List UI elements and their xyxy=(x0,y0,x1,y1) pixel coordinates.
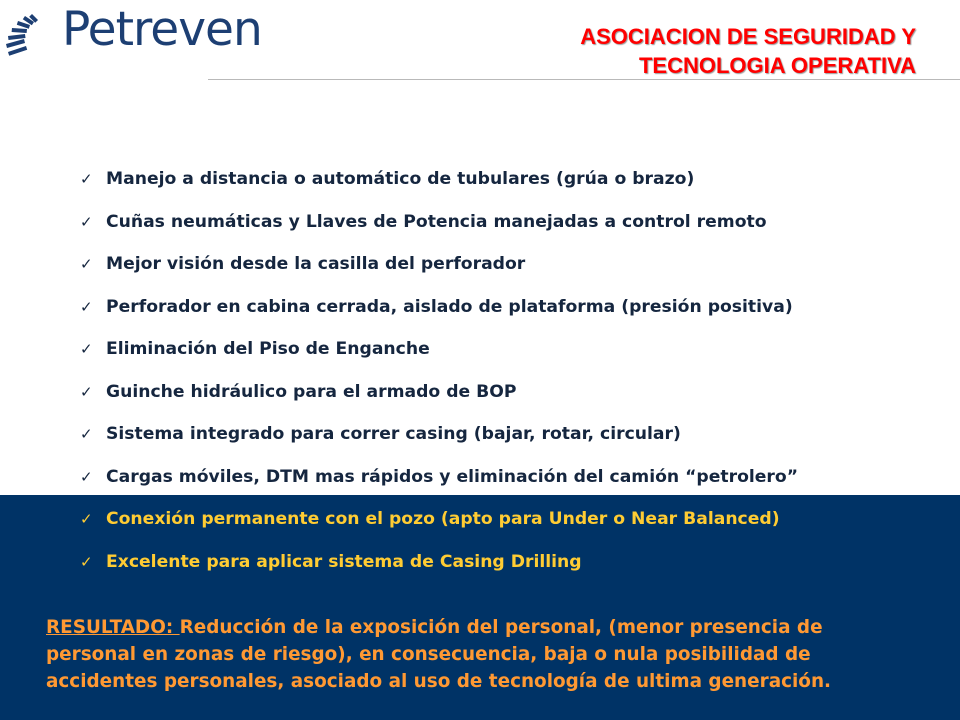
check-icon: ✓ xyxy=(80,255,93,274)
check-icon: ✓ xyxy=(80,297,93,316)
check-icon: ✓ xyxy=(80,510,93,529)
bullet-text: Manejo a distancia o automático de tubulares (grúa o brazo) xyxy=(106,169,695,190)
bullet-text: Conexión permanente con el pozo (apto para Under o Near Balanced) xyxy=(106,509,780,530)
bullet-text: Perforador en cabina cerrada, aislado de plataforma (presión positiva) xyxy=(106,296,793,317)
logo-wordmark: Petreven xyxy=(62,2,262,57)
list-item xyxy=(80,286,798,329)
bullet-text: Cuñas neumáticas y Llaves de Potencia manejadas a control remoto xyxy=(106,211,767,232)
check-icon: ✓ xyxy=(80,340,93,359)
list-item xyxy=(80,456,798,499)
list-item xyxy=(80,158,798,201)
title-line-2: TECNOLOGIA OPERATIVA xyxy=(638,53,916,78)
result-line-1 xyxy=(46,614,946,641)
logo-fan-icon xyxy=(4,14,64,58)
list-item-highlight xyxy=(80,498,798,541)
header-divider xyxy=(208,79,960,80)
check-icon: ✓ xyxy=(80,467,93,486)
result-line-3: accidentes personales, asociado al uso de tecnología de ultima generación. xyxy=(46,671,832,692)
check-icon: ✓ xyxy=(80,552,93,571)
bullet-text: Guinche hidráulico para el armado de BOP xyxy=(106,381,517,402)
result-label: RESULTADO: xyxy=(46,617,180,638)
bullet-text: Sistema integrado para correr casing (bajar, rotar, circular) xyxy=(106,424,681,445)
bullet-text: Excelente para aplicar sistema de Casing Drilling xyxy=(106,551,582,572)
check-icon: ✓ xyxy=(80,382,93,401)
list-item-highlight xyxy=(80,541,798,584)
result-text-1: Reducción de la exposición del personal, (menor presencia de xyxy=(179,617,823,638)
list-item xyxy=(80,413,798,456)
list-item xyxy=(80,328,798,371)
bullet-text: Mejor visión desde la casilla del perforador xyxy=(106,254,526,275)
list-item xyxy=(80,371,798,414)
petreven-logo xyxy=(4,2,294,58)
check-icon: ✓ xyxy=(80,425,93,444)
page-title xyxy=(580,22,916,80)
benefits-list xyxy=(80,158,798,583)
check-icon: ✓ xyxy=(80,212,93,231)
check-icon: ✓ xyxy=(80,170,93,189)
bullet-text: Cargas móviles, DTM mas rápidos y eliminación del camión “petrolero” xyxy=(106,466,799,487)
result-paragraph xyxy=(46,614,946,695)
title-line-1: ASOCIACION DE SEGURIDAD Y xyxy=(580,24,916,49)
bullet-text: Eliminación del Piso de Enganche xyxy=(106,339,430,360)
result-line-2: personal en zonas de riesgo), en consecuencia, baja o nula posibilidad de xyxy=(46,644,811,665)
list-item xyxy=(80,243,798,286)
list-item xyxy=(80,201,798,244)
